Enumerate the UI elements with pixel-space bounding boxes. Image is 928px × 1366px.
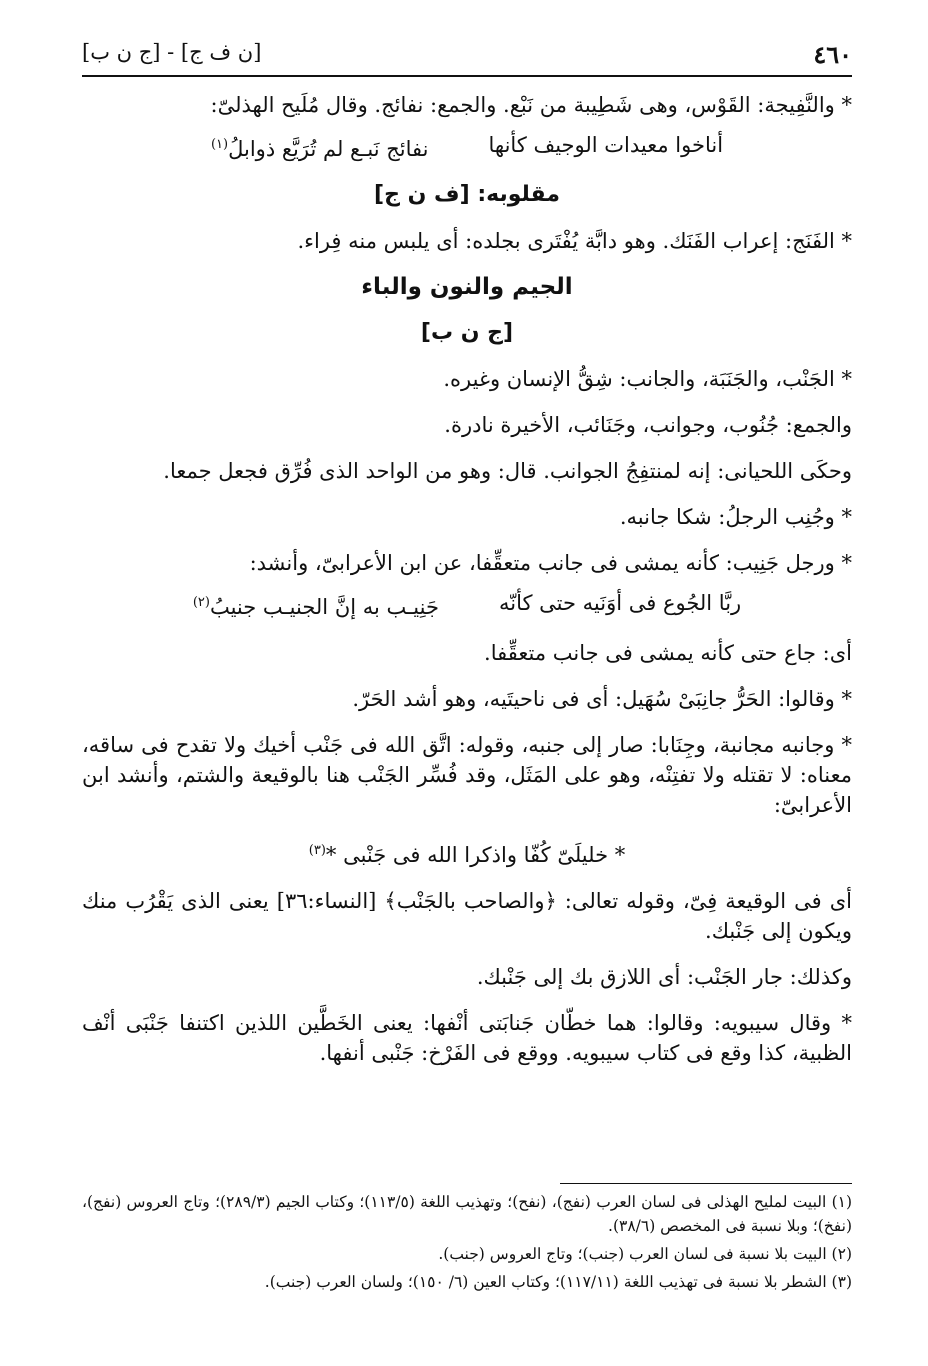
paragraph: والجمع: جُنُوب، وجوانب، وجَنَائب، الأخيرة نادرة. [444, 413, 852, 437]
chapter-heading: الجيم والنون والباء [361, 274, 573, 300]
verse-hemistich-second [211, 130, 429, 164]
verse-line [82, 588, 852, 622]
verse-single [309, 836, 626, 870]
section-heading: مقلوبه: [ف ن ج] [374, 182, 560, 207]
verse-hemistich-first: ربَّا الجُوع فى أوَنَيه حتى كأنّه [498, 591, 742, 615]
footnote: (٣) الشطر بلا نسبة فى تهذيب اللغة (١١٧/١١)؛ وكتاب العين (٦/ ١٥٠)؛ ولسان العرب (جنب). [264, 1273, 852, 1291]
verse-hemistich-second [193, 588, 439, 622]
paragraph: * ورجل جَنِيب: كأنه يمشى فى جانب متعقِّفا، عن ابن الأعرابىّ، وأنشد: [249, 551, 852, 575]
footnote: (٢) البيت بلا نسبة فى لسان العرب (جنب)؛ وتاج العروس (جنب). [438, 1245, 852, 1263]
footnote-ref: (٣) [308, 843, 326, 858]
page-number: ٤٦٠ [813, 40, 852, 69]
verse-text: * خليلَىّ كُفّا واذكرا الله فى جَنْبى * [325, 843, 626, 867]
running-head: [ن ف ج] - [ج ن ب] [82, 40, 262, 64]
header-rule [82, 75, 852, 77]
paragraph: * وقال سيبويه: وقالوا: هما خطّان جَنابَتى أنْفها: يعنى الخَطَّين اللذين اكتنفا جَنْبَى أنْف الظبية، كذا وقع فى كتاب سيبويه. ووقع فى الفَرْخ: جَنْبى أنفها. [82, 1011, 852, 1065]
verse-hemistich-text: نفائج نَبـع لم تُرَيَّع ذوابلُ [228, 137, 429, 161]
paragraph: أى: جاع حتى كأنه يمشى فى جانب متعقِّفا. [484, 641, 852, 665]
paragraph: * وقالوا: الحَرُّ جانِبَىْ سُهَيل: أى فى ناحيتَيه، وهو أشد الحَرّ. [352, 687, 852, 711]
verse-hemistich-first: أناخوا معيدات الوجيف كأنها [488, 133, 724, 157]
paragraph: أى فى الوقيعة فِىّ، وقوله تعالى: ﴿والصاحب بالجَنْب﴾ [النساء:٣٦] يعنى الذى يَقْرُب منك ويكون إلى جَنْبك. [82, 889, 852, 943]
footnote-rule [560, 1183, 852, 1184]
paragraph: وحكَى اللحيانى: إنه لمنتفِجُ الجوانب. قال: وهو من الواحد الذى فُرِّق فجعل جمعا. [163, 459, 852, 483]
verse-line [82, 130, 852, 164]
paragraph: وكذلك: جار الجَنْب: أى اللازق بك إلى جَنْبك. [476, 965, 852, 989]
paragraph: * وجُنِب الرجلُ: شكا جانبه. [619, 505, 852, 529]
verse-line [82, 836, 852, 870]
footnote-ref: (١) [210, 137, 229, 152]
paragraph: * وجانبه مجانبة، وجِنَابا: صار إلى جنبه، وقوله: اتَّق الله فى جَنْب أخيك ولا تقدح فى ساقه، معناه: لا تقتله ولا تفتِنْه، وهو على المَثَل، وقد فُسِّر الجَنْب هنا بالوقيعة والشتم، وأنشد ابن الأعرابىّ: [82, 733, 852, 817]
footnotes [82, 1190, 852, 1298]
paragraph: * والنَّفِيجة: القَوْس، وهى شَطِيبة من نَبْع. والجمع: نفائج. وقال مُلَيح الهذلىّ: [210, 93, 852, 117]
paragraph: * الفَنَج: إعراب الفَنَك. وهو دابَّة يُفْتَرى بجلده: أى يلبس منه فِراء. [297, 229, 852, 253]
verse-hemistich-text: جَنِيـب به إنَّ الجنيـب جنيبُ [209, 595, 439, 619]
main-text [82, 90, 852, 1084]
paragraph: * الجَنْب، والجَنَبَة، والجانب: شِقُّ الإنسان وغيره. [443, 367, 852, 391]
root-heading: [ج ن ب] [420, 320, 514, 345]
footnote: (١) البيت لمليح الهذلى فى لسان العرب (نفج)، (نفح)؛ وتهذيب اللغة (١١٣/٥)؛ وكتاب الجيم (٢٨٩/٣)؛ وتاج العروس (نفج)، (نفخ)؛ وبلا نسبة فى المخصص (٣٨/٦). [82, 1193, 853, 1235]
page-header [82, 38, 852, 72]
footnote-ref: (٢) [192, 595, 210, 610]
